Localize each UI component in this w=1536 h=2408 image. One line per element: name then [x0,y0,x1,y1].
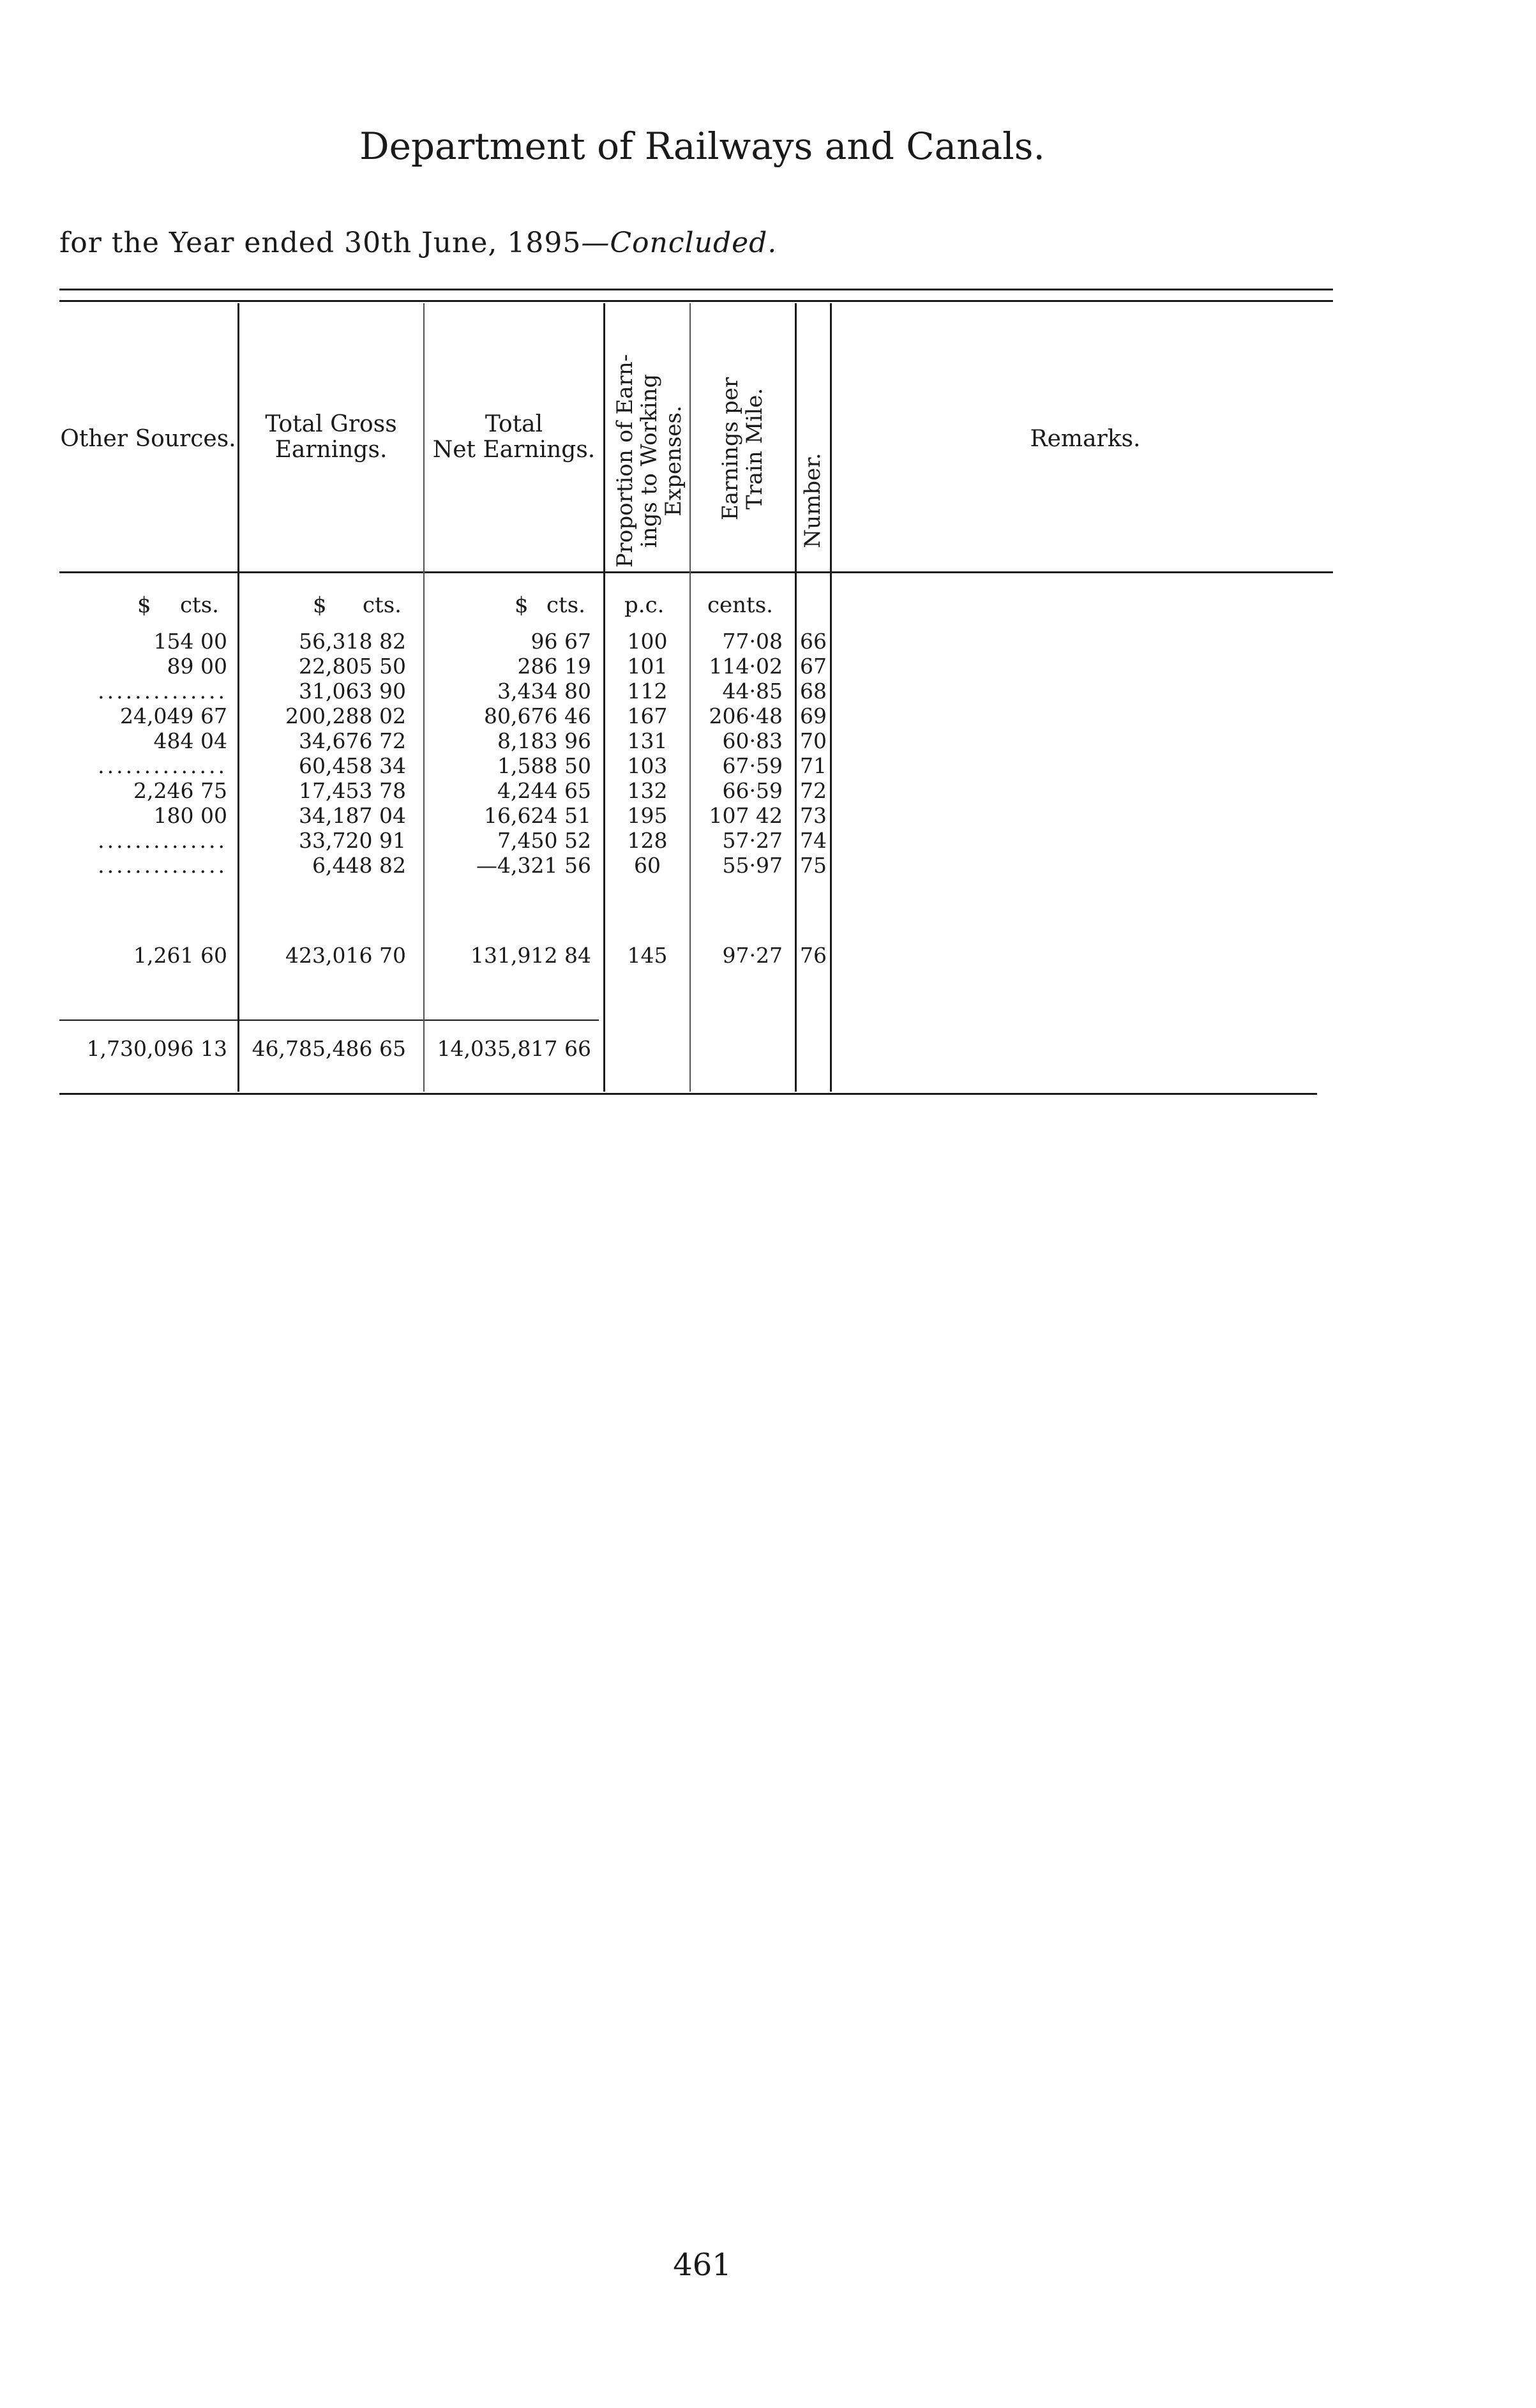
net-earnings-cell: —4,321 56 [476,853,591,878]
other-sources-cell: 180 00 [153,803,227,828]
header-other-sources: Other Sources. [60,426,236,452]
proportion-cell: 103 [627,753,668,778]
number-cell: 66 [800,629,827,654]
proportion-cell: 60 [634,853,661,878]
gross-earnings-cell: 56,318 82 [299,629,406,654]
header-remarks: Remarks. [1030,426,1141,452]
gross-earnings-cell: 6,448 82 [312,853,406,878]
gross-earnings-cell: 200,288 02 [285,704,406,728]
net-earnings-cell: 8,183 96 [497,728,591,753]
unit-proportion: p.c. [624,592,665,618]
other-sources-cell: 2,246 75 [133,778,227,803]
per-train-cell: 57·27 [722,828,783,853]
header-proportion: Proportion of Earn- ings to Working Expenses. [612,354,686,568]
header-total-net [425,412,603,463]
gross-earnings-cell: 31,063 90 [299,679,406,704]
col-divider-2 [423,303,425,1092]
total-other-sources: 1,730,096 13 [86,1036,227,1061]
col-divider-3 [603,303,605,1092]
col-divider-6 [830,303,832,1092]
proportion-cell: 101 [627,654,668,679]
proportion-cell: 132 [627,778,668,803]
total-net-earnings: 14,035,817 66 [437,1036,591,1061]
number-cell: 69 [800,704,827,728]
gross-earnings-cell: 423,016 70 [285,943,406,968]
header-number: Number. [800,453,825,548]
header-total-gross [239,412,423,463]
proportion-cell: 112 [627,679,668,704]
number-cell: 76 [800,943,827,968]
gross-earnings-cell: 17,453 78 [299,778,406,803]
other-sources-cell: 1,261 60 [133,943,227,968]
header-bottom-rule [59,571,1333,573]
other-sources-cell: 24,049 67 [120,704,227,728]
net-earnings-cell: 131,912 84 [471,943,591,968]
proportion-cell: 128 [627,828,668,853]
totals-top-rule [59,1020,599,1021]
table-top-rule-2 [59,300,1333,302]
header-earnings-per-train-mile: Earnings per Train Mile. [718,377,767,521]
proportion-cell: 167 [627,704,668,728]
gross-earnings-cell: 22,805 50 [299,654,406,679]
other-sources-cell: 154 00 [153,629,227,654]
per-train-cell: 60·83 [722,728,783,753]
header-total-net-line1: Total [485,411,543,437]
unit-net-dollar: $ [515,592,529,618]
header-total-net-line2: Net Earnings. [432,437,596,463]
unit-other-cts: cts. [180,592,219,618]
other-sources-cell: 484 04 [153,728,227,753]
per-train-cell: 206·48 [709,704,783,728]
per-train-cell: 44·85 [722,679,783,704]
per-train-cell: 97·27 [722,943,783,968]
per-train-cell: 66·59 [722,778,783,803]
other-sources-cell: .............. [98,828,227,853]
number-cell: 71 [800,753,827,778]
other-sources-cell: 89 00 [167,654,227,679]
header-total-gross-line2: Earnings. [275,437,388,463]
net-earnings-cell: 96 67 [531,629,591,654]
proportion-cell: 145 [627,943,668,968]
gross-earnings-cell: 60,458 34 [299,753,406,778]
number-cell: 70 [800,728,827,753]
number-cell: 73 [800,803,827,828]
total-gross-earnings: 46,785,486 65 [252,1036,406,1061]
page-subtitle [59,227,777,259]
number-cell: 74 [800,828,827,853]
number-cell: 72 [800,778,827,803]
per-train-cell: 55·97 [722,853,783,878]
net-earnings-cell: 7,450 52 [497,828,591,853]
other-sources-cell: .............. [98,853,227,878]
table-top-rule-1 [59,289,1333,290]
number-cell: 67 [800,654,827,679]
proportion-cell: 131 [627,728,668,753]
net-earnings-cell: 3,434 80 [497,679,591,704]
gross-earnings-cell: 34,676 72 [299,728,406,753]
unit-per-train: cents. [707,592,773,618]
other-sources-cell: .............. [98,679,227,704]
per-train-cell: 67·59 [722,753,783,778]
net-earnings-cell: 16,624 51 [484,803,591,828]
col-divider-4 [689,303,691,1092]
unit-net-cts: cts. [546,592,585,618]
subtitle-concluded: —Concluded. [581,227,778,259]
col-divider-5 [795,303,797,1092]
subtitle-text: for the Year ended 30th June, 1895 [59,227,582,259]
gross-earnings-cell: 34,187 04 [299,803,406,828]
net-earnings-cell: 286 19 [517,654,591,679]
per-train-cell: 77·08 [722,629,783,654]
page-number: 461 [673,2247,732,2283]
proportion-cell: 100 [627,629,668,654]
unit-other-dollar: $ [137,592,151,618]
per-train-cell: 107 42 [709,803,783,828]
other-sources-cell: .............. [98,753,227,778]
number-cell: 75 [800,853,827,878]
header-total-gross-line1: Total Gross [265,411,397,437]
proportion-cell: 195 [627,803,668,828]
unit-gross-dollar: $ [313,592,327,618]
number-cell: 68 [800,679,827,704]
table-bottom-rule [59,1093,1317,1095]
gross-earnings-cell: 33,720 91 [299,828,406,853]
net-earnings-cell: 80,676 46 [484,704,591,728]
per-train-cell: 114·02 [709,654,783,679]
net-earnings-cell: 1,588 50 [497,753,591,778]
net-earnings-cell: 4,244 65 [497,778,591,803]
page-title: Department of Railways and Canals. [359,124,1045,168]
unit-gross-cts: cts. [363,592,402,618]
